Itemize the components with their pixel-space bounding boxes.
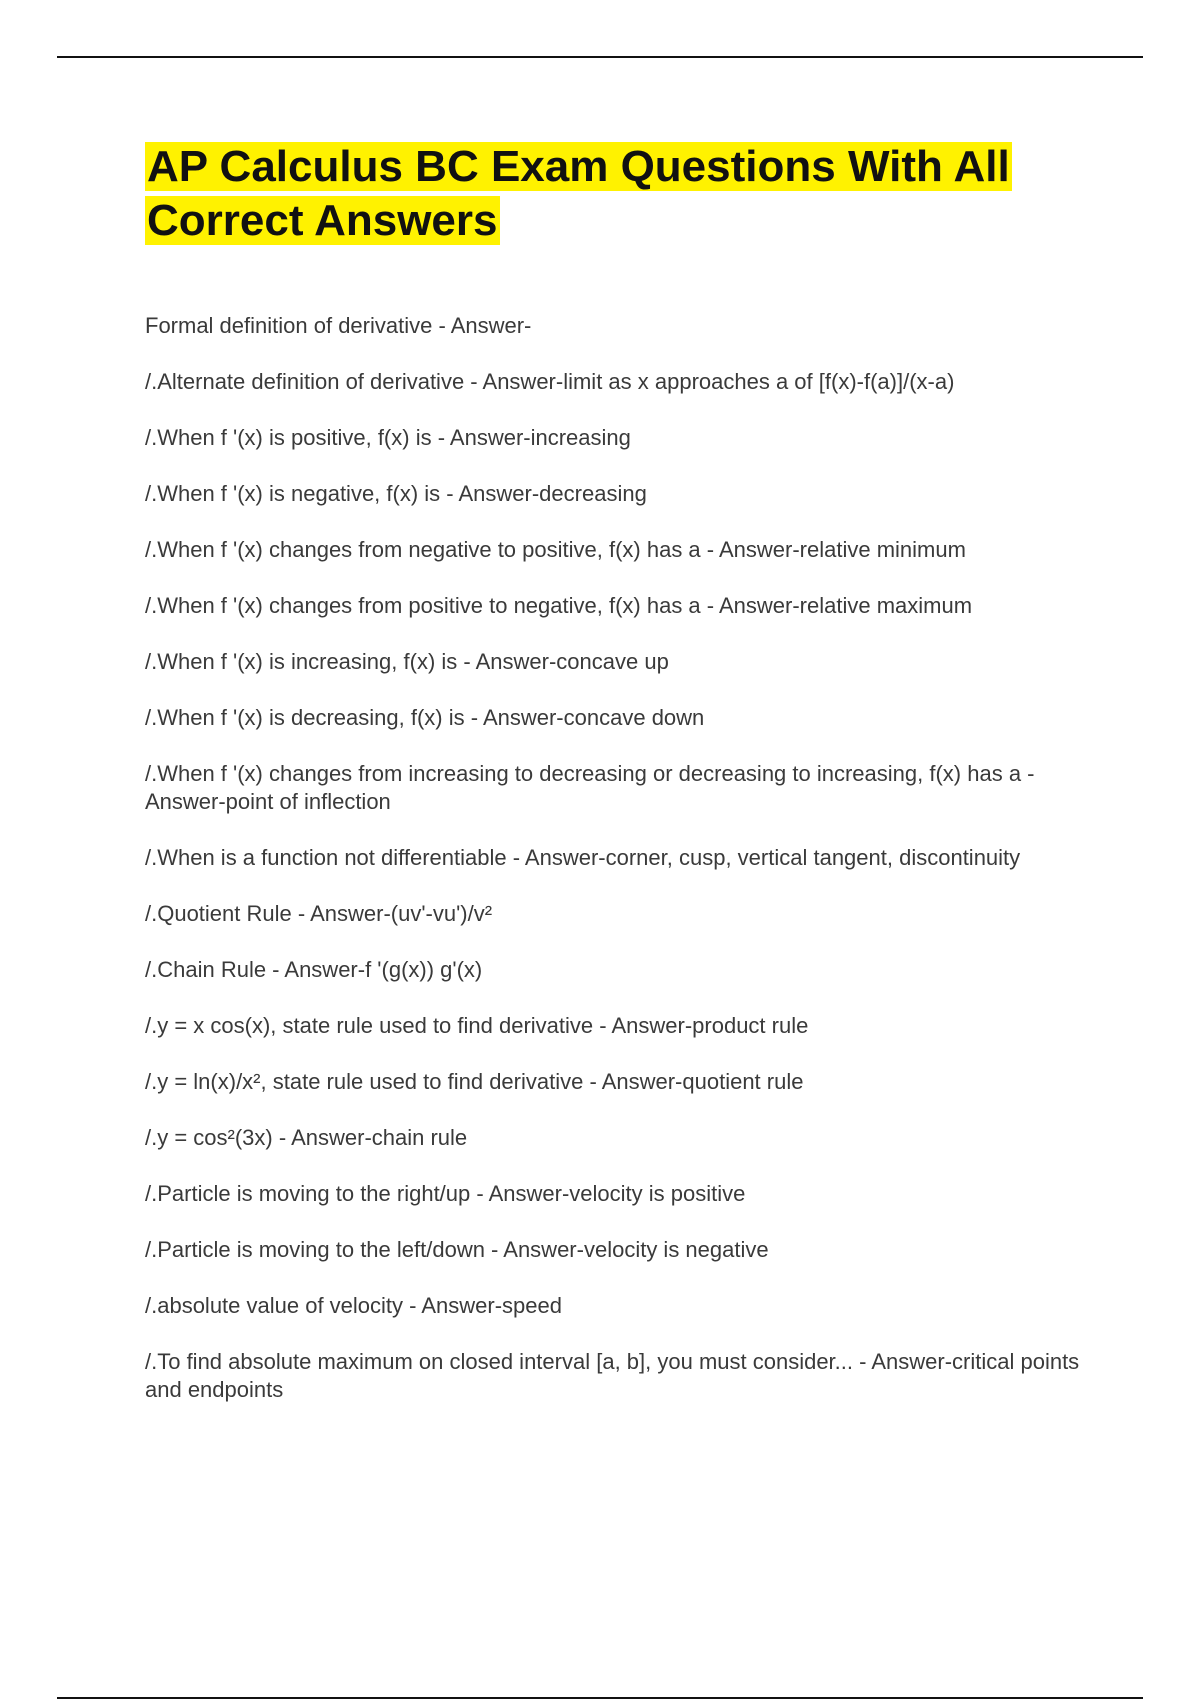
qa-item: /.Particle is moving to the left/down - Answer-velocity is negative	[145, 1237, 769, 1262]
qa-item: /.Quotient Rule - Answer-(uv'-vu')/v²	[145, 901, 493, 926]
footer-rule	[57, 1697, 1143, 1699]
qa-item: /.y = ln(x)/x², state rule used to find derivative - Answer-quotient rule	[145, 1069, 804, 1094]
qa-item: /.absolute value of velocity - Answer-speed	[145, 1293, 563, 1318]
qa-item: /.y = cos²(3x) - Answer-chain rule	[145, 1125, 468, 1150]
qa-item: /.When f '(x) is negative, f(x) is - Answer-decreasing	[145, 481, 647, 506]
qa-item: /.When f '(x) changes from positive to negative, f(x) has a - Answer-relative maximum	[145, 593, 973, 618]
qa-item: /.Particle is moving to the right/up - Answer-velocity is positive	[145, 1181, 746, 1206]
qa-item: /.To find absolute maximum on closed interval [a, b], you must consider... - Answer-critical points and endpoints	[145, 1349, 1080, 1402]
qa-item: /.When f '(x) changes from increasing to decreasing or decreasing to increasing, f(x) has a - Answer-point of inflection	[145, 761, 1035, 814]
qa-item: /.When f '(x) is positive, f(x) is - Answer-increasing	[145, 425, 631, 450]
qa-item: /.When f '(x) is decreasing, f(x) is - Answer-concave down	[145, 705, 705, 730]
document-body	[145, 140, 1095, 1432]
header-rule	[57, 56, 1143, 58]
qa-item: /.Alternate definition of derivative - Answer-limit as x approaches a of [f(x)-f(a)]/(x-a)	[145, 369, 955, 394]
page-title	[145, 140, 1095, 248]
page-title-highlight: AP Calculus BC Exam Questions With All Correct Answers	[147, 142, 1010, 245]
qa-item: Formal definition of derivative - Answer-	[145, 313, 532, 338]
qa-item: /.y = x cos(x), state rule used to find derivative - Answer-product rule	[145, 1013, 809, 1038]
qa-item: /.When f '(x) changes from negative to positive, f(x) has a - Answer-relative minimum	[145, 537, 966, 562]
qa-item: /.When is a function not differentiable - Answer-corner, cusp, vertical tangent, discontinuity	[145, 845, 1021, 870]
qa-item: /.Chain Rule - Answer-f '(g(x)) g'(x)	[145, 957, 483, 982]
qa-item: /.When f '(x) is increasing, f(x) is - Answer-concave up	[145, 649, 669, 674]
qa-list	[145, 312, 1095, 1404]
